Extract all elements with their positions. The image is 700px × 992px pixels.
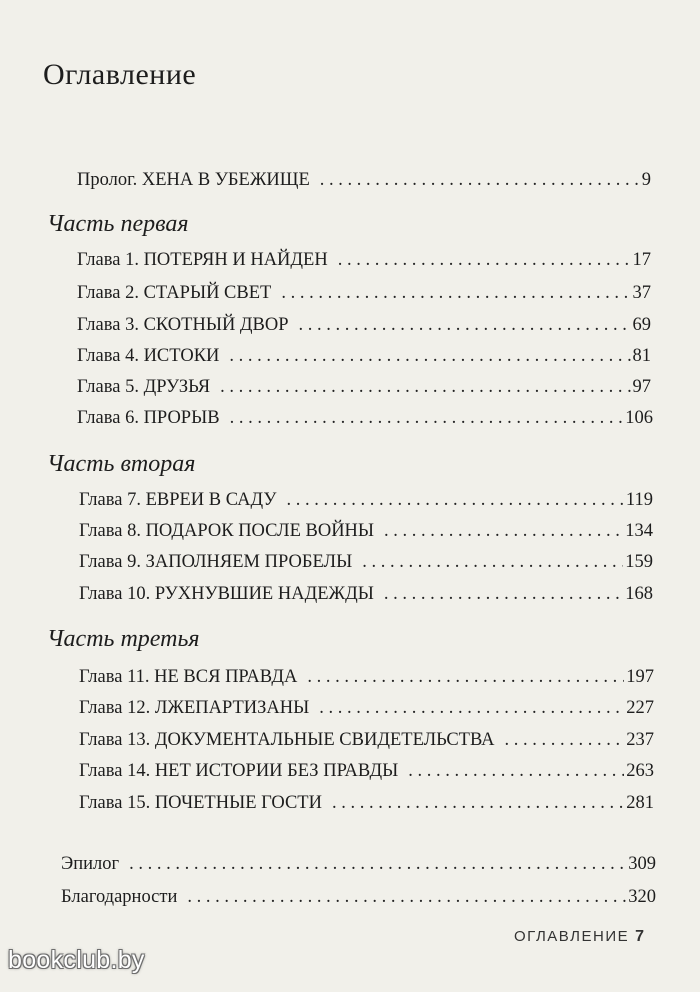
entry-page-number: 106 (625, 408, 653, 428)
entry-label: Глава 8. ПОДАРОК ПОСЛЕ ВОЙНЫ (79, 521, 375, 541)
toc-entry-chapter (77, 342, 651, 370)
entry-page-number: 281 (626, 793, 654, 813)
dot-leader (230, 404, 624, 432)
dot-leader (505, 726, 625, 754)
entry-label: Глава 12. ЛЖЕПАРТИЗАНЫ (79, 698, 310, 718)
entry-label: Эпилог (61, 854, 120, 874)
entry-label: Глава 1. ПОТЕРЯН И НАЙДЕН (77, 250, 328, 270)
toc-entry-epilogue (61, 850, 656, 878)
entry-page-number: 9 (641, 170, 651, 190)
entry-label: Глава 7. ЕВРЕИ В САДУ (79, 490, 277, 510)
part-heading: Часть вторая (47, 451, 196, 477)
dot-leader (229, 342, 630, 370)
entry-page-number: 237 (626, 730, 654, 750)
toc-entry-chapter (79, 757, 654, 785)
toc-entry-chapter (79, 694, 654, 722)
entry-label: Глава 15. ПОЧЕТНЫЕ ГОСТИ (79, 793, 322, 813)
entry-label: Глава 4. ИСТОКИ (77, 346, 220, 366)
entry-page-number: 37 (632, 283, 651, 303)
site-watermark: bookclub.by (8, 946, 145, 974)
entry-page-number: 119 (625, 490, 653, 510)
dot-leader (408, 757, 624, 785)
part-heading: Часть третья (47, 626, 200, 652)
dot-leader (384, 517, 623, 545)
entry-label: Глава 14. НЕТ ИСТОРИИ БЕЗ ПРАВДЫ (79, 761, 399, 781)
toc-entry-chapter (77, 246, 651, 274)
dot-leader (299, 311, 631, 339)
dot-leader (307, 663, 624, 691)
entry-page-number: 320 (628, 887, 656, 907)
entry-page-number: 159 (625, 552, 653, 572)
running-footer (514, 928, 644, 946)
running-head: ОГЛАВЛЕНИЕ (514, 928, 630, 945)
entry-page-number: 263 (626, 761, 654, 781)
entry-page-number: 81 (632, 346, 651, 366)
page-title: Оглавление (43, 58, 197, 91)
entry-page-number: 227 (626, 698, 654, 718)
dot-leader (220, 373, 630, 401)
entry-label: Пролог. ХЕНА В УБЕЖИЩЕ (77, 170, 310, 190)
toc-entry-acknowledgements (61, 883, 656, 911)
dot-leader (384, 580, 623, 608)
toc-entry-prologue (77, 166, 651, 194)
entry-label: Благодарности (61, 887, 178, 907)
toc-entry-chapter (77, 279, 651, 307)
dot-leader (129, 850, 626, 878)
dot-leader (281, 279, 630, 307)
page-folio: 7 (635, 928, 645, 945)
entry-page-number: 309 (628, 854, 656, 874)
toc-entry-chapter (79, 548, 653, 576)
entry-page-number: 69 (632, 315, 651, 335)
dot-leader (286, 486, 623, 514)
entry-label: Глава 2. СТАРЫЙ СВЕТ (77, 283, 272, 303)
entry-page-number: 134 (625, 521, 653, 541)
part-heading: Часть первая (47, 211, 189, 237)
entry-label: Глава 3. СКОТНЫЙ ДВОР (77, 315, 289, 335)
entry-label: Глава 11. НЕ ВСЯ ПРАВДА (79, 667, 298, 687)
entry-label: Глава 13. ДОКУМЕНТАЛЬНЫЕ СВИДЕТЕЛЬСТВА (79, 730, 495, 750)
toc-entry-chapter (79, 580, 653, 608)
entry-label: Глава 9. ЗАПОЛНЯЕМ ПРОБЕЛЫ (79, 552, 353, 572)
toc-entry-chapter (79, 726, 654, 754)
toc-entry-chapter (79, 517, 653, 545)
toc-entry-chapter (77, 404, 653, 432)
toc-entry-chapter (77, 311, 651, 339)
entry-page-number: 97 (632, 377, 651, 397)
dot-leader (187, 883, 626, 911)
dot-leader (362, 548, 623, 576)
dot-leader (338, 246, 631, 274)
entry-page-number: 17 (632, 250, 651, 270)
toc-entry-chapter (79, 789, 654, 817)
toc-entry-chapter (77, 373, 651, 401)
dot-leader (319, 694, 624, 722)
entry-label: Глава 10. РУХНУВШИЕ НАДЕЖДЫ (79, 584, 374, 604)
entry-label: Глава 5. ДРУЗЬЯ (77, 377, 211, 397)
entry-label: Глава 6. ПРОРЫВ (77, 408, 220, 428)
dot-leader (320, 166, 640, 194)
entry-page-number: 197 (626, 667, 654, 687)
entry-page-number: 168 (625, 584, 653, 604)
dot-leader (332, 789, 624, 817)
toc-entry-chapter (79, 486, 653, 514)
toc-entry-chapter (79, 663, 654, 691)
